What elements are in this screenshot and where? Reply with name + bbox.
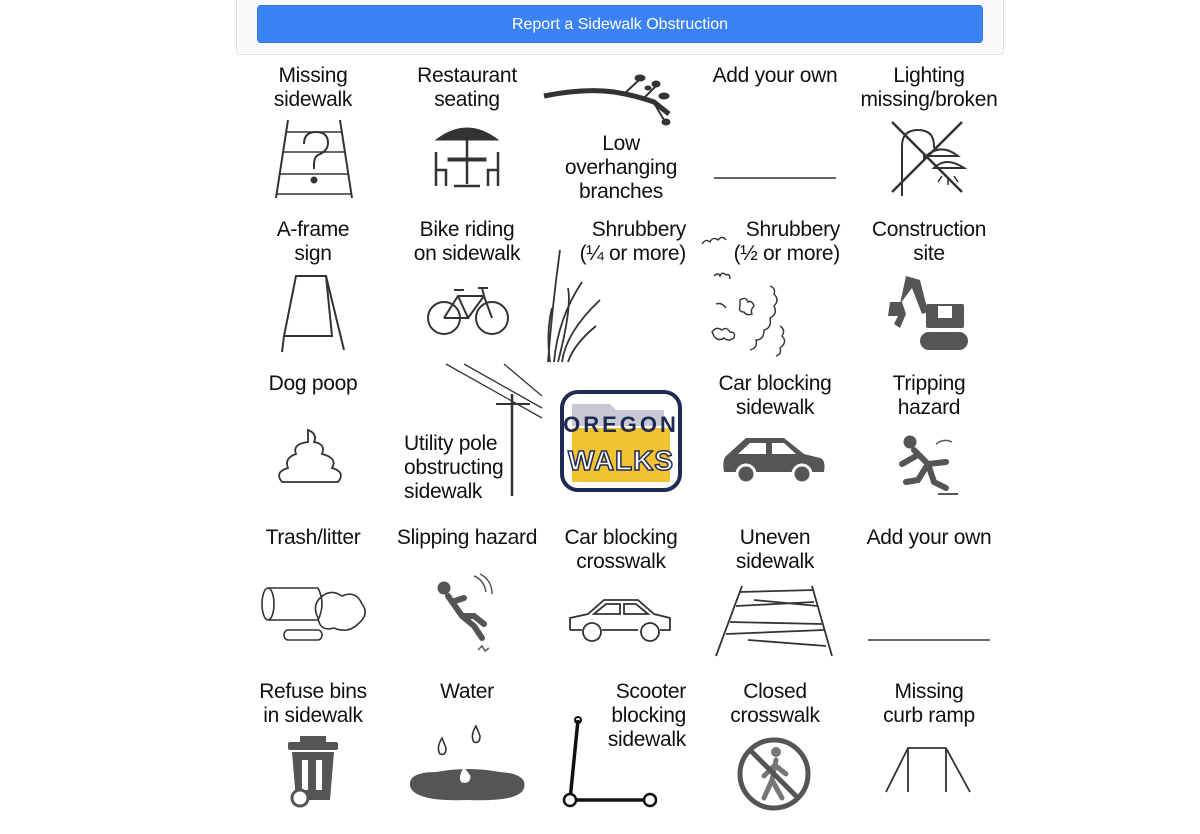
item-shrubbery-quarter[interactable]	[544, 218, 698, 372]
refuse-bin-icon	[286, 736, 340, 806]
item-label: Slipping hazard	[396, 526, 538, 549]
broken-streetlight-icon	[890, 120, 970, 196]
a-frame-sign-icon	[282, 274, 346, 354]
item-add-your-own-1[interactable]	[698, 64, 852, 218]
utility-pole-icon	[446, 364, 544, 498]
item-label: Closed crosswalk	[730, 680, 820, 727]
table-umbrella-icon	[432, 122, 502, 188]
item-label: Missing curb ramp	[883, 680, 975, 727]
item-label: Utility pole obstructing sidewalk	[404, 432, 504, 503]
item-label: A-frame sign	[276, 218, 350, 265]
item-car-blocking-sidewalk[interactable]	[698, 372, 852, 526]
item-label: Bike riding on sidewalk	[413, 218, 521, 265]
question-path-icon	[274, 118, 354, 200]
item-label: Add your own	[866, 526, 992, 549]
excavator-icon	[886, 276, 970, 352]
item-lighting-broken[interactable]	[852, 64, 1006, 218]
item-restaurant-seating[interactable]	[390, 64, 544, 218]
item-uneven-sidewalk[interactable]	[698, 526, 852, 680]
blank-line-icon	[714, 176, 836, 180]
water-puddle-icon	[408, 724, 528, 804]
item-label: Car blocking sidewalk	[718, 372, 832, 419]
item-car-blocking-crosswalk[interactable]	[544, 526, 698, 680]
branch-icon	[544, 70, 674, 130]
item-refuse-bins[interactable]	[236, 680, 390, 834]
item-label: Scooter blocking sidewalk	[607, 680, 686, 751]
item-shrubbery-half[interactable]	[698, 218, 852, 372]
trash-litter-icon	[260, 586, 368, 644]
bush-icon	[700, 226, 808, 366]
item-missing-curb-ramp[interactable]	[852, 680, 1006, 834]
no-pedestrian-icon	[736, 736, 812, 812]
item-a-frame-sign[interactable]	[236, 218, 390, 372]
logo-line1: OREGON	[563, 412, 679, 437]
item-label: Dog poop	[268, 372, 358, 395]
item-logo-cell	[544, 372, 698, 526]
grass-icon	[544, 248, 606, 364]
item-label: Refuse bins in sidewalk	[259, 680, 367, 727]
item-tripping-hazard[interactable]	[852, 372, 1006, 526]
item-low-branches[interactable]	[544, 64, 698, 218]
item-label: Low overhanging branches	[564, 132, 678, 203]
tripping-person-icon	[898, 434, 960, 500]
curb-ramp-icon	[886, 746, 972, 794]
item-bike-riding[interactable]	[390, 218, 544, 372]
car-solid-icon	[722, 434, 826, 484]
item-missing-sidewalk[interactable]	[236, 64, 390, 218]
slipping-person-icon	[434, 572, 500, 662]
poop-icon	[276, 428, 350, 486]
item-label: Tripping hazard	[892, 372, 966, 419]
item-label: Restaurant seating	[417, 64, 517, 111]
item-construction-site[interactable]	[852, 218, 1006, 372]
item-label: Car blocking crosswalk	[564, 526, 678, 573]
logo-line2: WALKS	[567, 445, 675, 476]
item-label: Add your own	[712, 64, 838, 87]
bicycle-icon	[426, 284, 510, 336]
item-label: Construction site	[871, 218, 987, 265]
item-label: Trash/litter	[265, 526, 361, 549]
scooter-icon	[560, 716, 660, 810]
item-label: Missing sidewalk	[273, 64, 353, 111]
uneven-sidewalk-icon	[714, 584, 836, 658]
report-obstruction-button[interactable]: Report a Sidewalk Obstruction	[257, 5, 983, 43]
blank-line-icon	[868, 638, 990, 642]
item-add-your-own-2[interactable]	[852, 526, 1006, 680]
item-label: Shrubbery (½ or more)	[733, 218, 840, 265]
item-water[interactable]	[390, 680, 544, 834]
item-label: Uneven sidewalk	[735, 526, 815, 573]
item-closed-crosswalk[interactable]	[698, 680, 852, 834]
item-slipping-hazard[interactable]	[390, 526, 544, 680]
item-trash-litter[interactable]	[236, 526, 390, 680]
item-label: Lighting missing/broken	[860, 64, 998, 111]
car-outline-icon	[568, 596, 674, 644]
oregon-walks-logo	[560, 390, 682, 492]
item-scooter-blocking[interactable]	[544, 680, 698, 834]
item-label: Shrubbery (¼ or more)	[579, 218, 686, 265]
item-utility-pole[interactable]	[390, 372, 544, 526]
item-label: Water	[440, 680, 494, 703]
item-dog-poop[interactable]	[236, 372, 390, 526]
